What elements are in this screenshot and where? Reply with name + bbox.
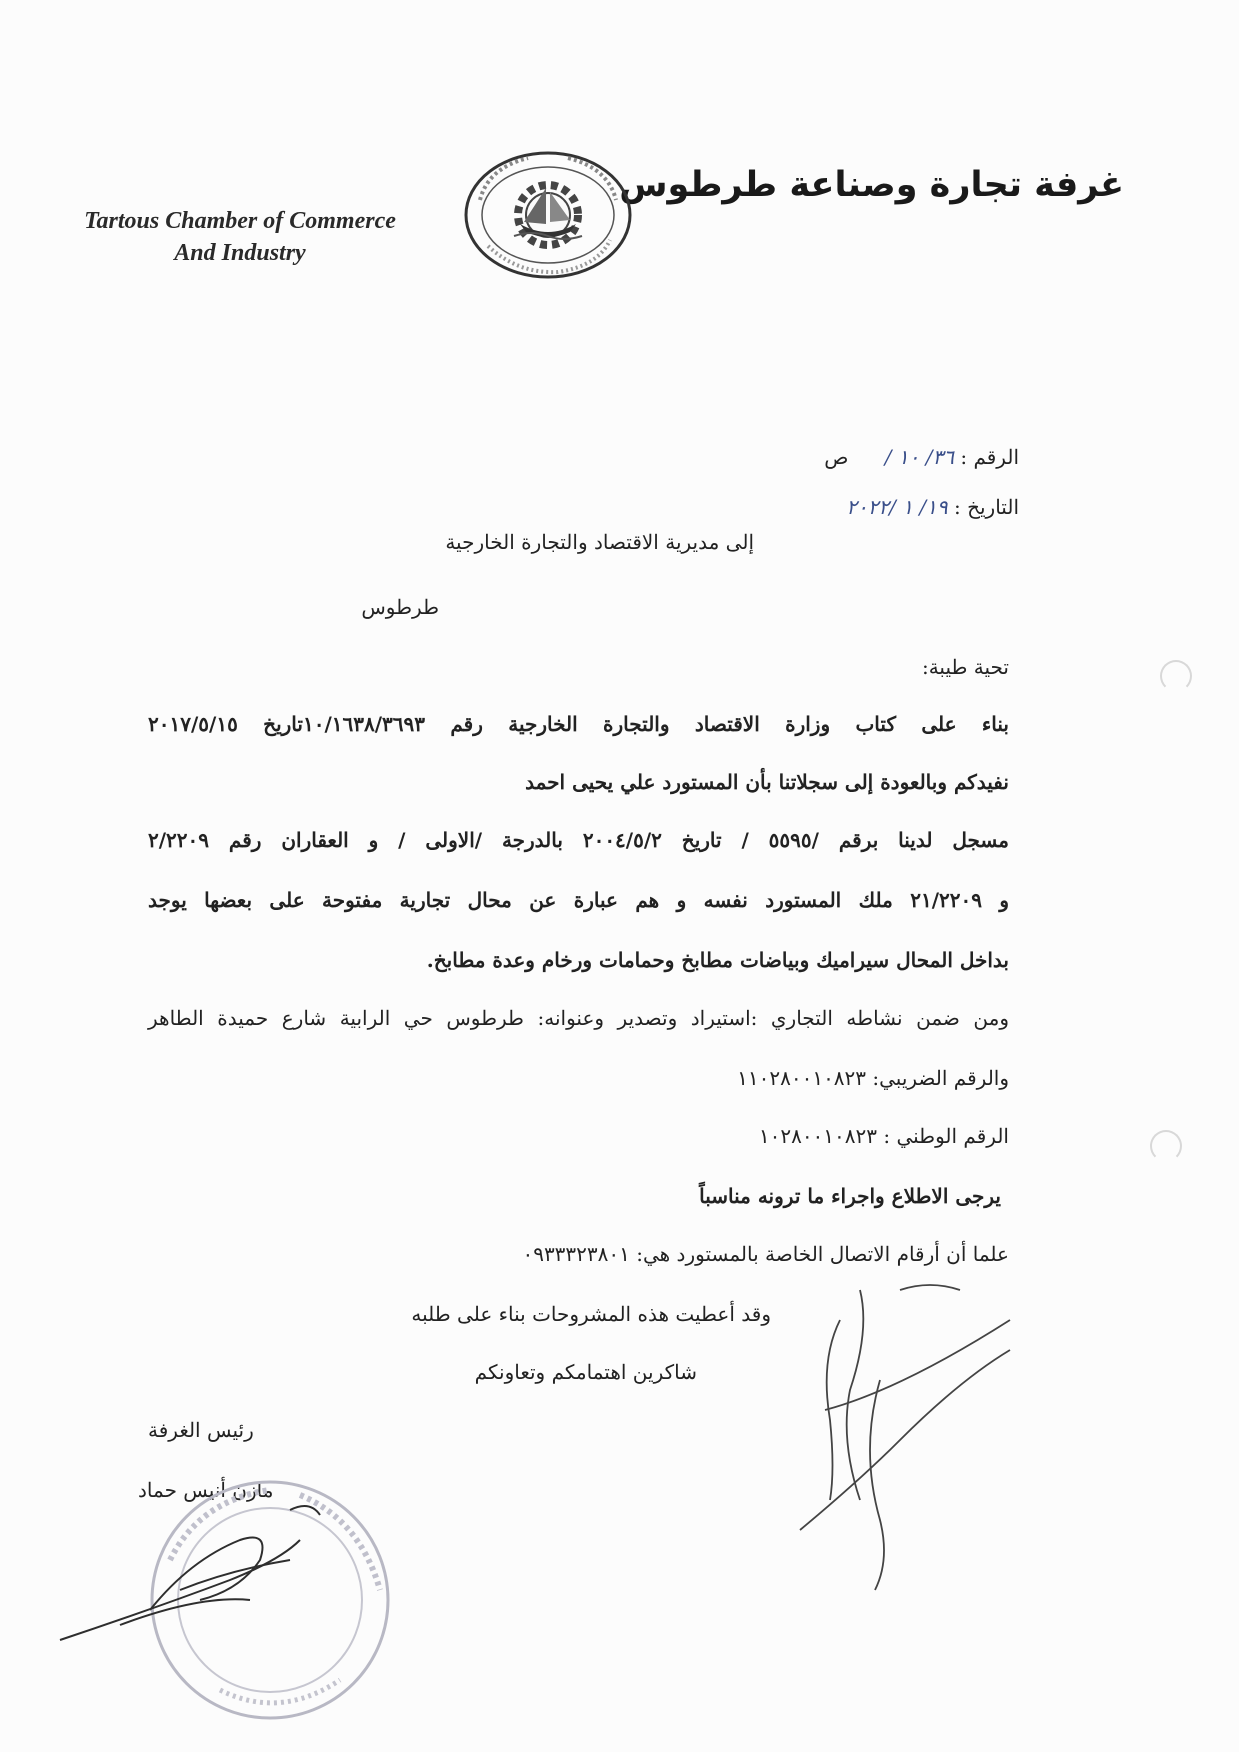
national-number-line: الرقم الوطني : ١٠٢٨٠٠١٠٨٢٣ — [758, 1124, 1009, 1148]
letterhead-english-line2: And Industry — [174, 240, 306, 266]
reference-number-suffix: ص — [824, 445, 849, 469]
reference-date-label: التاريخ : — [953, 495, 1019, 519]
letterhead-english-line1: Tartous Chamber of Commerce — [84, 208, 396, 234]
body-line-2: نفيدكم وبالعودة إلى سجلاتنا بأن المستورد علي يحيى احمد — [525, 770, 1009, 794]
request-line: يرجى الاطلاع واجراء ما ترونه مناسباً — [699, 1184, 1001, 1208]
body-line-5: بداخل المحال سيراميك وبياضات مطابخ وحمامات ورخام وعدة مطابخ. — [426, 948, 1009, 972]
reference-number-value: ٣٦/ ١٠ / — [884, 445, 954, 469]
president-signature — [60, 1506, 320, 1640]
tax-number-line: والرقم الضريبي: ١١٠٢٨٠٠١٠٨٢٣ — [737, 1066, 1009, 1090]
body-line-1: بناء على كتاب وزارة الاقتصاد والتجارة الخارجية رقم ١٠/١٦٣٨/٣٦٩٣تاريخ ٢٠١٧/٥/١٥ — [148, 712, 1009, 736]
contact-number-line: علما أن أرقام الاتصال الخاصة بالمستورد هي: ٠٩٣٣٣٢٣٨٠١ — [522, 1242, 1009, 1266]
body-line-6: ومن ضمن نشاطه التجاري :استيراد وتصدير وعنوانه: طرطوس حي الرابية شارع حميدة الطاهر — [148, 1006, 1009, 1030]
body-line-3: مسجل لدينا برقم /٥٥٩٥ / تاريخ ٢٠٠٤/٥/٢ بالدرجة /الاولى / و العقاران رقم ٢/٢٢٠٩ — [148, 828, 1009, 852]
recipient-city: طرطوس — [361, 595, 439, 619]
reference-number-label: الرقم : — [960, 445, 1019, 469]
signatory-name: مازن أنيس حماد — [138, 1478, 274, 1502]
recipient-line: إلى مديرية الاقتصاد والتجارة الخارجية — [445, 530, 754, 554]
official-stamp — [152, 1482, 388, 1718]
body-line-4: و ٢١/٢٢٠٩ ملك المستورد نفسه و هم عبارة عن محال تجارية مفتوحة على بعضها يوجد — [148, 888, 1010, 912]
reference-date-value: ١٩/ ١ /٢٠٢٢ — [846, 495, 948, 519]
greeting: تحية طيبة: — [921, 655, 1009, 679]
signatory-title: رئيس الغرفة — [148, 1418, 254, 1442]
thanks-line: شاكرين اهتمامكم وتعاونكم — [474, 1360, 697, 1384]
handwritten-signature — [800, 1285, 1010, 1590]
issued-on-request-line: وقد أعطيت هذه المشروحات بناء على طلبه — [411, 1302, 771, 1326]
letterhead-arabic-name: غرفة تجارة وصناعة طرطوس — [619, 165, 1124, 205]
